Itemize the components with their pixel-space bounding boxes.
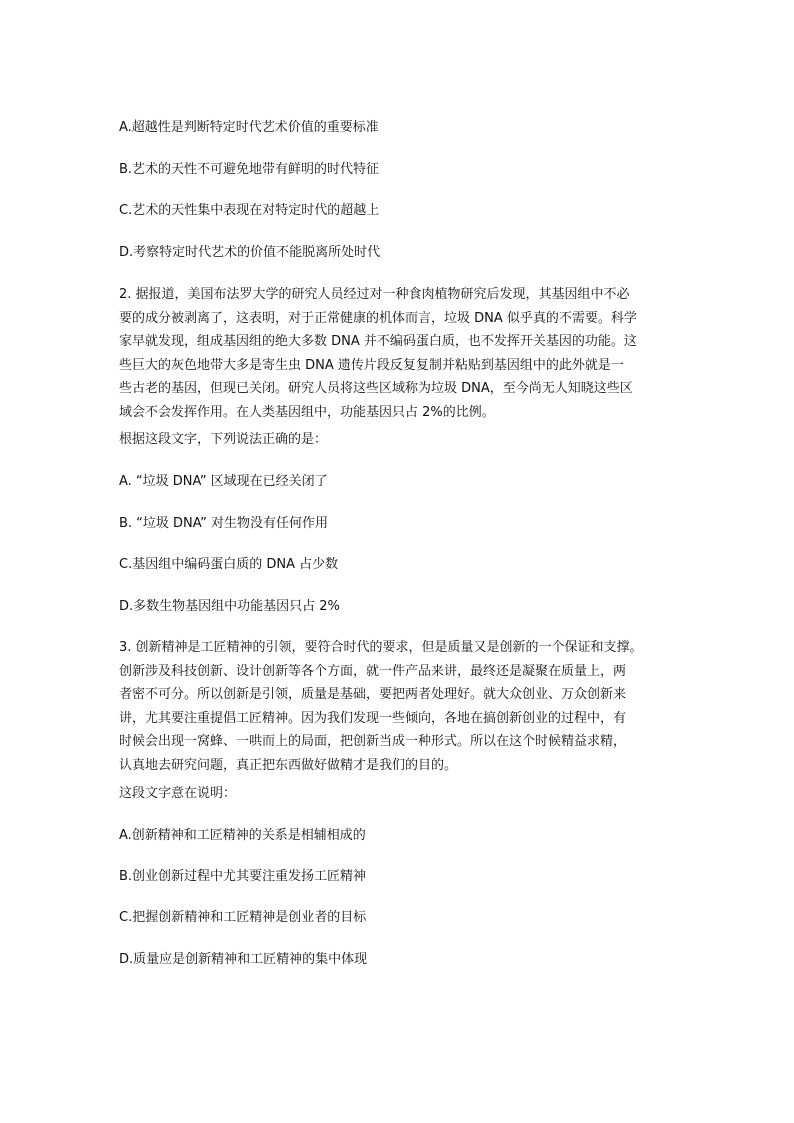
q2-passage-line: 些古老的基因，但现已关闭。研究人员将这些区域称为垃圾 DNA，至今尚无人知晓这些区 — [119, 381, 633, 396]
q2-option-d: D.多数生物基因组中功能基因只占 2% — [119, 599, 340, 614]
q3-passage — [119, 636, 679, 777]
q2-passage-line: 家早就发现，组成基因组的绝大多数 DNA 并不编码蛋白质，也不发挥开关基因的功能。这 — [119, 334, 637, 349]
q2-option-b: B. “垃圾 DNA” 对生物没有任何作用 — [119, 516, 328, 531]
q3-option-d: D.质量应是创新精神和工匠精神的集中体现 — [119, 952, 368, 967]
q3-option-c: C.把握创新精神和工匠精神是创业者的目标 — [119, 910, 367, 925]
q3-passage-line: 认真地去研究问题，真正把东西做好做精才是我们的目的。 — [119, 757, 458, 773]
q3-passage-line: 3. 创新精神是工匠精神的引领，要符合时代的要求，但是质量又是创新的一个保证和支撑。 — [119, 640, 643, 655]
q3-passage-line: 讲，尤其要注重提倡工匠精神。因为我们发现一些倾向，各地在搞创新创业的过程中，有 — [119, 710, 627, 726]
q2-option-c: C.基因组中编码蛋白质的 DNA 占少数 — [119, 557, 339, 572]
q1-option-c: C.艺术的天性集中表现在对特定时代的超越上 — [119, 203, 380, 218]
q2-passage-line: 要的成分被剥离了，这表明，对于正常健康的机体而言，垃圾 DNA 似乎真的不需要。科学 — [119, 310, 637, 326]
q2-passage — [119, 283, 679, 424]
q1-option-d: D.考察特定时代艺术的价值不能脱离所处时代 — [119, 245, 381, 260]
q2-option-a: A. “垃圾 DNA” 区域现在已经关闭了 — [119, 474, 328, 489]
q2-question: 根据这段文字，下列说法正确的是： — [119, 432, 328, 447]
q3-option-a: A.创新精神和工匠精神的关系是相辅相成的 — [119, 828, 366, 843]
q1-option-a: A.超越性是判断特定时代艺术价值的重要标准 — [119, 120, 379, 135]
q1-option-b: B.艺术的天性不可避免地带有鲜明的时代特征 — [119, 162, 380, 177]
q3-option-b: B.创业创新过程中尤其要注重发扬工匠精神 — [119, 869, 367, 884]
q3-passage-line: 创新涉及科技创新、设计创新等各个方面，就一件产品来讲，最终还是凝聚在质量上，两 — [119, 663, 627, 679]
q2-passage-line: 2. 据报道，美国布法罗大学的研究人员经过对一种食肉植物研究后发现，其基因组中不必 — [119, 287, 630, 302]
q3-passage-line: 时候会出现一窝蜂、一哄而上的局面，把创新当成一种形式。所以在这个时候精益求精， — [119, 734, 627, 749]
q2-passage-line: 域会不会发挥作用。在人类基因组中，功能基因只占 2%的比例。 — [119, 404, 495, 420]
q3-question: 这段文字意在说明： — [119, 786, 237, 801]
q2-passage-line: 些巨大的灰色地带大多是寄生虫 DNA 遗传片段反复复制并粘贴到基因组中的此外就是一 — [119, 357, 624, 373]
q3-passage-line: 者密不可分。所以创新是引领，质量是基础，要把两者处理好。就大众创业、万众创新来 — [119, 687, 627, 702]
